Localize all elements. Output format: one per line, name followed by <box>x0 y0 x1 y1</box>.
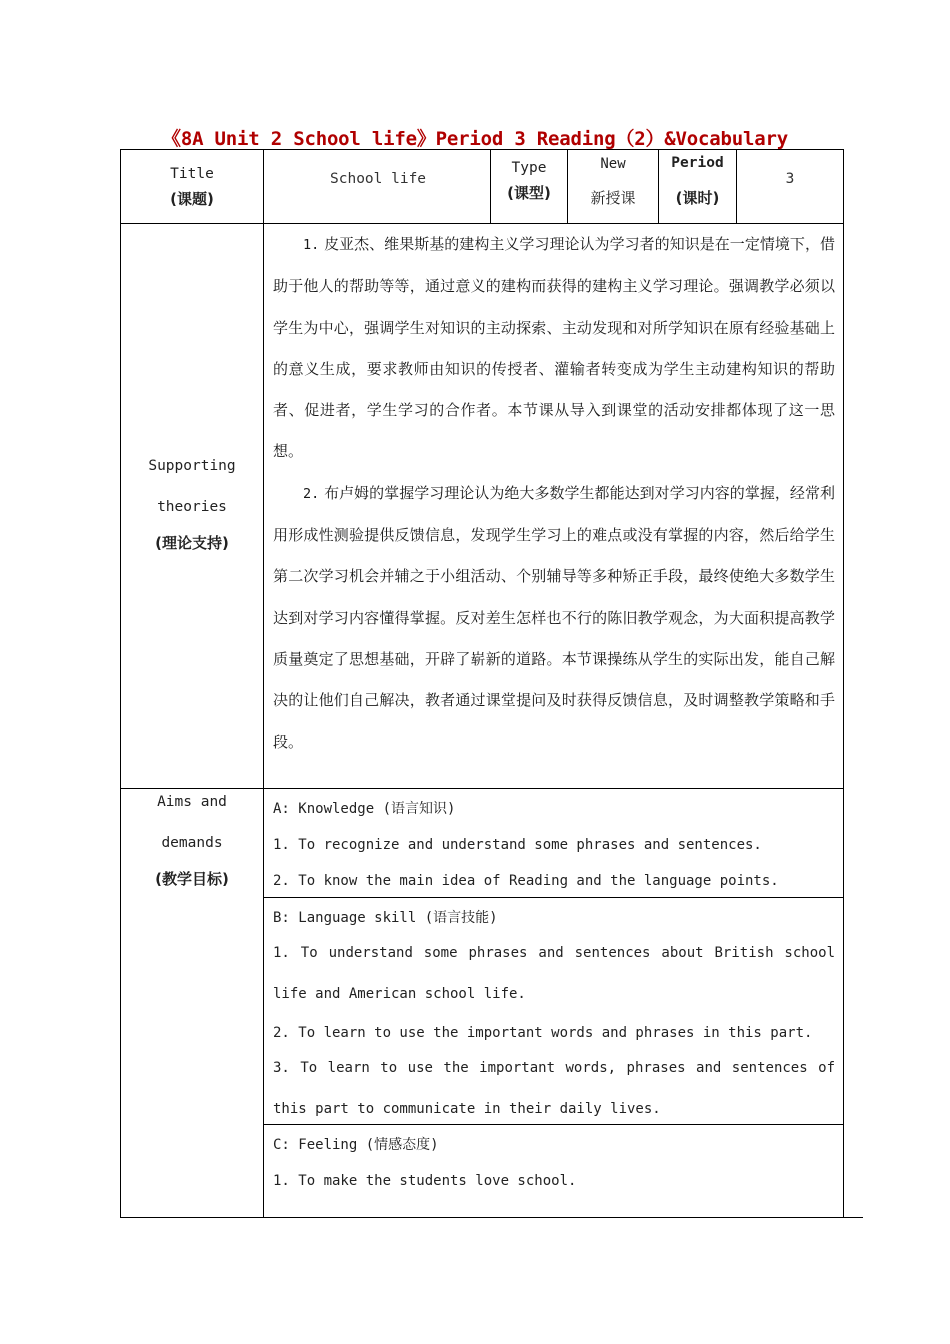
table-edge-line <box>843 1217 863 1218</box>
period-label-cell <box>659 150 737 224</box>
title-value-cell <box>264 150 491 224</box>
period-label-zh: (课时) <box>675 189 720 207</box>
aims-feeling-heading: C: Feeling (情感态度) <box>273 1137 439 1153</box>
type-value-en: New <box>600 156 626 172</box>
aims-skill-item: 2. To learn to use the important words and phrases in this part. <box>273 1025 813 1041</box>
aims-knowledge-item: 2. To know the main idea of Reading and the language points. <box>273 873 779 889</box>
type-value-cell <box>568 150 659 224</box>
title-label-zh: (课题) <box>170 190 214 208</box>
period-label: Period <box>671 155 724 171</box>
title-label: Title <box>170 166 214 182</box>
type-label: Type <box>511 160 547 176</box>
theory-paragraph-2 <box>264 473 843 763</box>
title-value: School life <box>330 171 427 187</box>
aims-feeling-block <box>264 1125 843 1217</box>
aims-content-cell <box>264 789 844 1218</box>
aims-skill-item: 1. To understand some phrases and sentences about British school life and American school life. <box>273 945 835 1002</box>
theories-label-zh: (理论支持) <box>155 534 229 552</box>
aims-skill-item: 3. To learn to use the important words, phrases and sentences of this part to communicate in their daily lives. <box>273 1060 835 1117</box>
aims-skill-block <box>264 898 843 1124</box>
type-label-zh: (课型) <box>507 184 551 202</box>
title-label-cell <box>121 150 264 224</box>
lesson-plan-table <box>120 149 844 1218</box>
aims-knowledge-block <box>264 789 843 897</box>
type-label-cell <box>491 150 568 224</box>
theories-content-cell <box>264 224 844 789</box>
aims-label-line2: demands <box>161 835 223 851</box>
aims-skill-heading: B: Language skill (语言技能) <box>273 910 498 926</box>
theory-paragraph-2-number: 2. <box>303 485 320 502</box>
theory-paragraph-1-text: 皮亚杰、维果斯基的建构主义学习理论认为学习者的知识是在一定情境下，借助于他人的帮助等等，通过意义的建构而获得的建构主义学习理论。强调教学必须以学生为中心，强调学生对知识的主动探索、主动发现和对所学知识在原有经验基础上的意义生成，要求教师由知识的传授者、灌输者转变成为学生主动建构知识的帮助者、促进者，学生学习的合作者。本节课从导入到课堂的活动安排都体现了这一思想。 <box>273 235 835 461</box>
theories-row <box>121 224 844 789</box>
aims-label-cell <box>121 789 264 1218</box>
theory-paragraph-2-text: 布卢姆的掌握学习理论认为绝大多数学生都能达到对学习内容的掌握，经常利用形成性测验提供反馈信息，发现学生学习上的难点或没有掌握的内容，然后给学生第二次学习机会并辅之于小组活动、个别辅导等多种矫正手段，最终使绝大多数学生达到对学习内容懂得掌握。反对差生怎样也不行的陈旧教学观念，为大面积提高教学质量奠定了思想基础，开辟了崭新的道路。本节课操练从学生的实际出发，能自己解决的让他们自己解决，教者通过课堂提问及时获得反馈信息，及时调整教学策略和手段。 <box>273 483 835 751</box>
aims-knowledge-item: 1. To recognize and understand some phrases and sentences. <box>273 837 762 853</box>
theories-label-line2: theories <box>157 499 227 515</box>
aims-label-zh: (教学目标) <box>155 870 229 888</box>
aims-knowledge-heading: A: Knowledge (语言知识) <box>273 801 456 817</box>
aims-row <box>121 789 844 1218</box>
period-value-cell <box>737 150 844 224</box>
document-title: 《8A Unit 2 School life》Period 3 Reading（2）&Vocabulary <box>162 128 788 150</box>
theory-paragraph-1 <box>264 224 843 473</box>
header-row <box>121 150 844 224</box>
type-value-zh: 新授课 <box>590 189 636 207</box>
aims-label-line1: Aims and <box>157 794 227 810</box>
theories-label-line1: Supporting <box>148 458 236 474</box>
theories-label-cell <box>121 224 264 789</box>
theory-paragraph-1-number: 1. <box>303 237 320 253</box>
period-value: 3 <box>785 171 795 187</box>
aims-feeling-item: 1. To make the students love school. <box>273 1173 577 1189</box>
